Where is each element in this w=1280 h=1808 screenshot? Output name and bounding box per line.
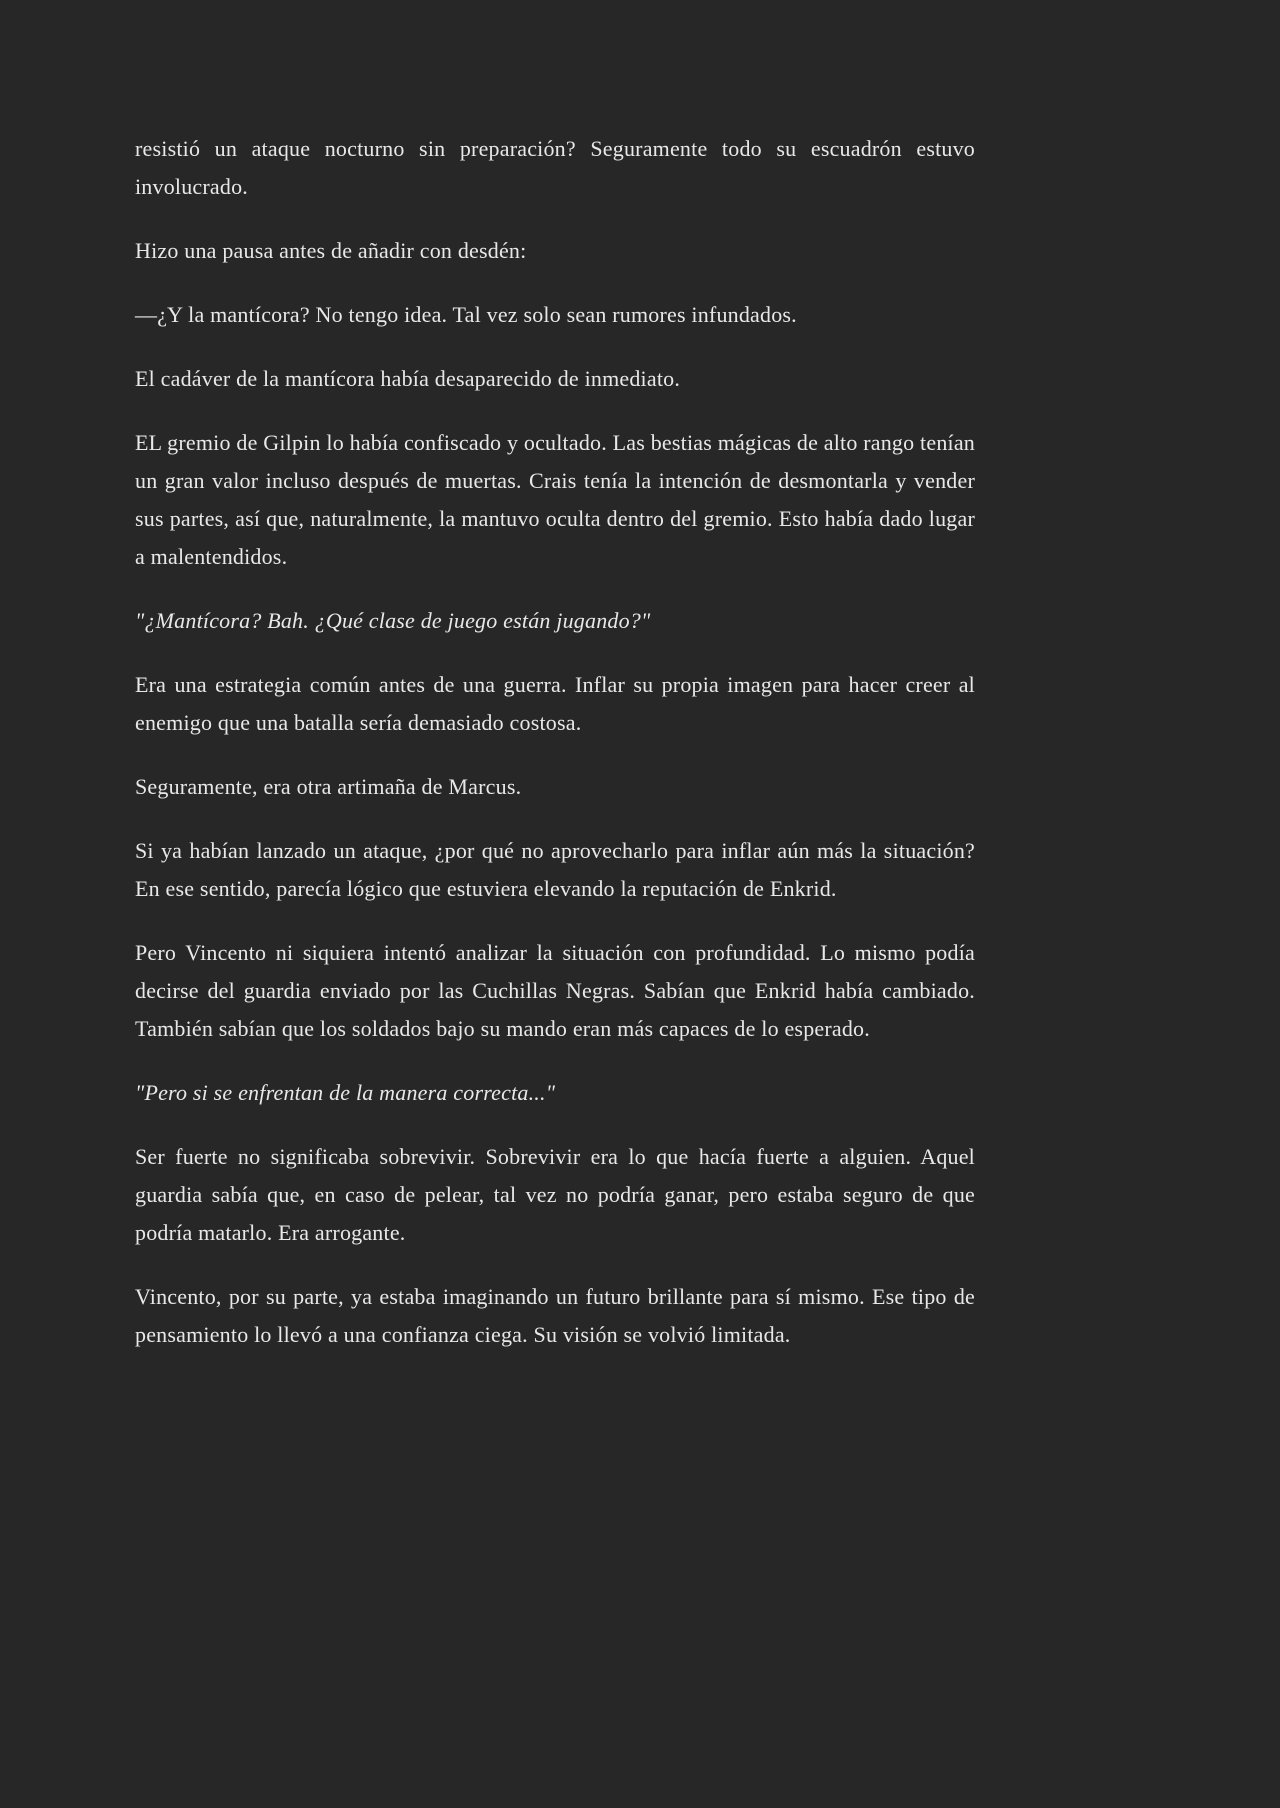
- paragraph: Era una estrategia común antes de una guerra. Inflar su propia imagen para hacer creer al enemigo que una batalla sería demasiado costosa.: [135, 672, 975, 735]
- paragraph: resistió un ataque nocturno sin preparación? Seguramente todo su escuadrón estuvo involucrado.: [135, 136, 975, 199]
- text-column: [135, 130, 975, 1354]
- paragraph: Si ya habían lanzado un ataque, ¿por qué no aprovecharlo para inflar aún más la situación? En ese sentido, parecía lógico que estuviera elevando la reputación de Enkrid.: [135, 838, 975, 901]
- paragraph: Seguramente, era otra artimaña de Marcus.: [135, 774, 522, 799]
- paragraph: EL gremio de Gilpin lo había confiscado y ocultado. Las bestias mágicas de alto rango tenían un gran valor incluso después de muertas. Crais tenía la intención de desmontarla y vender sus partes, así que, naturalmente, la mantuvo oculta dentro del gremio. Esto había dado lugar a malentendidos.: [135, 430, 975, 569]
- paragraph: Pero Vincento ni siquiera intentó analizar la situación con profundidad. Lo mismo podía decirse del guardia enviado por las Cuchillas Negras. Sabían que Enkrid había cambiado. También sabían que los soldados bajo su mando eran más capaces de lo esperado.: [135, 940, 975, 1041]
- paragraph: Hizo una pausa antes de añadir con desdén:: [135, 238, 527, 263]
- paragraph: Vincento, por su parte, ya estaba imaginando un futuro brillante para sí mismo. Ese tipo de pensamiento lo llevó a una confianza ciega. Su visión se volvió limitada.: [135, 1284, 975, 1347]
- paragraph: —¿Y la mantícora? No tengo idea. Tal vez solo sean rumores infundados.: [135, 302, 797, 327]
- paragraph: Ser fuerte no significaba sobrevivir. Sobrevivir era lo que hacía fuerte a alguien. Aquel guardia sabía que, en caso de pelear, tal vez no podría ganar, pero estaba seguro de que podría matarlo. Era arrogante.: [135, 1144, 975, 1245]
- paragraph: El cadáver de la mantícora había desaparecido de inmediato.: [135, 366, 681, 391]
- paragraph: "Pero si se enfrentan de la manera correcta...": [135, 1080, 556, 1105]
- paragraph: "¿Mantícora? Bah. ¿Qué clase de juego están jugando?": [135, 608, 651, 633]
